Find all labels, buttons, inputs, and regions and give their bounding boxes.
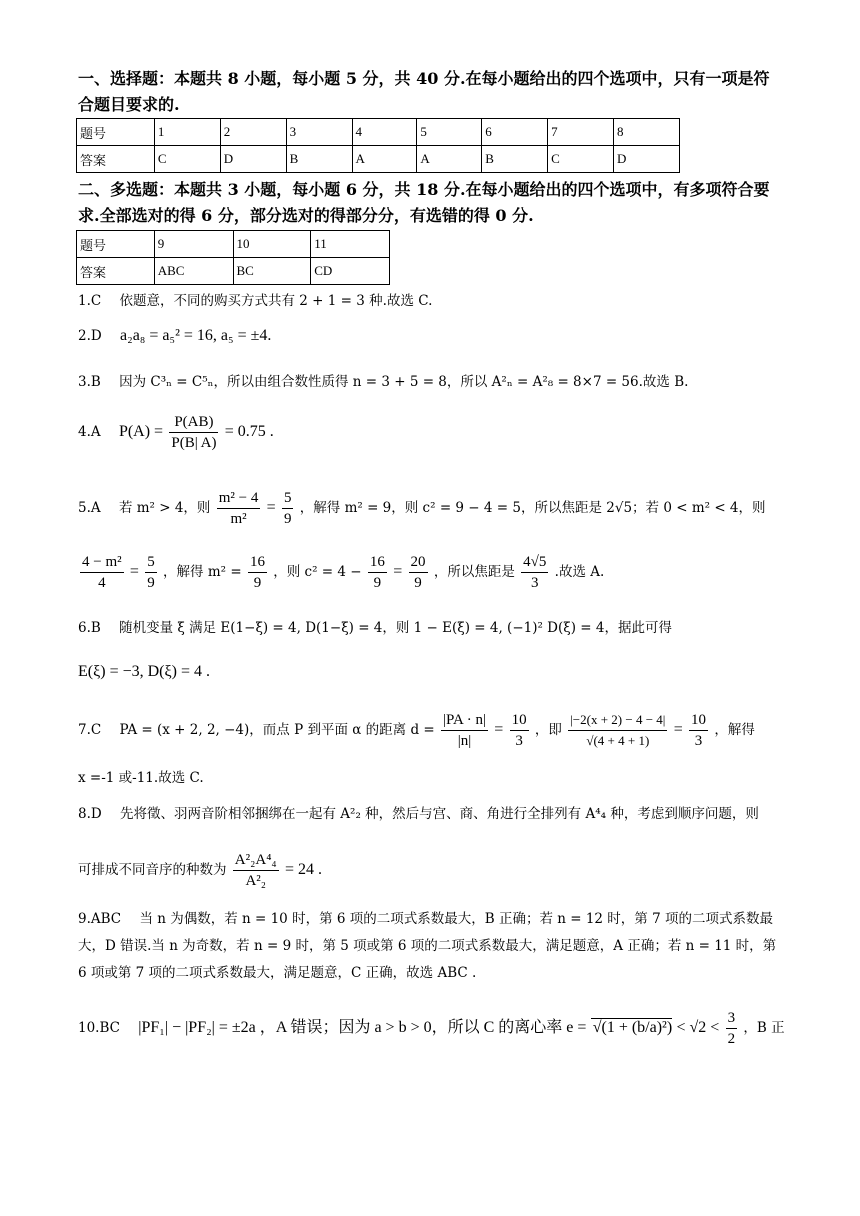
table-row	[77, 258, 390, 285]
fraction-numerator: 20	[409, 552, 428, 573]
fraction	[145, 552, 157, 593]
table-row-label: 题号	[77, 231, 155, 258]
solution-5-line-1	[78, 488, 788, 529]
fraction-denominator: 2	[727, 1031, 736, 1047]
table-cell: CD	[311, 258, 390, 285]
fraction	[368, 552, 387, 593]
fraction-denominator: P(B| A)	[171, 435, 217, 451]
fraction-numerator: P(AB)	[169, 412, 218, 433]
fraction-denominator: 4	[98, 575, 106, 591]
fraction-denominator: √(4 + 4 + 1)	[586, 733, 650, 748]
solution-7-line-1	[78, 710, 788, 751]
equals-sign: =	[266, 499, 276, 516]
formula-rhs: = 24 .	[284, 861, 322, 878]
solution-text: ，解得 m² =	[163, 564, 242, 580]
sqrt-expression: √(1 + (b/a)²)	[592, 1019, 673, 1036]
fraction-denominator: A²₂	[245, 873, 266, 889]
solution-3	[78, 372, 788, 392]
solution-label: 3.B	[78, 374, 101, 390]
solution-label: 8.D	[78, 806, 102, 822]
table-cell: A	[417, 146, 482, 173]
table-cell: 6	[482, 119, 548, 146]
fraction-denominator: 9	[147, 575, 155, 591]
solution-text: 可排成不同音序的种数为	[78, 862, 227, 878]
fraction	[80, 552, 124, 593]
solution-4	[78, 412, 788, 453]
fraction	[233, 850, 279, 891]
solution-text: x =-1 或-11.故选 C.	[78, 770, 204, 786]
solution-label: 5.A	[78, 500, 101, 516]
table-cell: BC	[233, 258, 311, 285]
solution-text: ，解得 m² = 9，则 c² = 9 − 4 = 5，所以焦距是 2√5；若 0 < m² < 4，则	[299, 500, 766, 516]
table-row-label: 题号	[77, 119, 155, 146]
fraction-numerator: 10	[689, 710, 708, 731]
fraction-numerator: 10	[510, 710, 529, 731]
section1-title: 一、选择题：本题共 8 小题，每小题 5 分，共 40 分.在每小题给出的四个选项中，只有一项是符合题目要求的.	[78, 69, 770, 114]
fraction	[521, 552, 548, 593]
fraction-numerator: 4 − m²	[80, 552, 124, 573]
fraction	[726, 1008, 738, 1049]
formula-rhs: = 0.75 .	[224, 423, 274, 440]
fraction-denominator: m²	[230, 511, 247, 527]
solution-text: 先将徵、羽两音阶相邻捆绑在一起有 A²₂ 种，然后与宫、商、角进行全排列有 A⁴₄ 种，考虑到顺序问题，则	[120, 806, 759, 822]
answer-table-2	[76, 230, 390, 285]
solution-text: 因为 C³ₙ = C⁵ₙ，所以由组合数性质得 n = 3 + 5 = 8，所以 A²ₙ = A²₈ = 8×7 = 56.故选 B.	[119, 374, 689, 390]
solution-8-line-1	[78, 804, 788, 824]
solution-label: 1.C	[78, 293, 102, 309]
solution-7-line-2	[78, 768, 788, 788]
fraction-denominator: 9	[414, 575, 422, 591]
fraction-numerator: A²₂A⁴₄	[233, 850, 279, 871]
solution-label: 9.ABC	[78, 911, 122, 927]
table-cell: 9	[154, 231, 233, 258]
solution-text: ，B 正	[743, 1020, 785, 1036]
solution-formula: E(ξ) = −3, D(ξ) = 4 .	[78, 663, 210, 680]
equals-sign: =	[393, 563, 403, 580]
table-cell: B	[286, 146, 352, 173]
table-cell: 7	[548, 119, 614, 146]
formula-lhs: P(A) =	[118, 423, 164, 440]
table-cell: 4	[352, 119, 417, 146]
table-cell: B	[482, 146, 548, 173]
table-cell: 2	[220, 119, 286, 146]
solution-text: 当 n 为偶数，若 n = 10 时，第 6 项的二项式系数最大，B 正确；若 n = 12 时，第 7 项的二项式系数最大，D 错误.当 n 为奇数，若 n = 9 时，第 5 项或第 6 项的二项式系数最大，满足题意，A 正确；若 n = 11 时，第 6 项或第 7 项的二项式系数最大，满足题意，C 正确，故选 ABC .	[78, 911, 777, 981]
fraction-numerator: 5	[145, 552, 157, 573]
solution-6-line-1	[78, 618, 788, 638]
fraction	[248, 552, 267, 593]
solution-text: |PF₁| − |PF₂| = ±2a ，A 错误；因为 a > b > 0，所以 C 的离心率 e =	[138, 1019, 587, 1036]
solution-label: 4.A	[78, 424, 101, 440]
fraction-numerator: 16	[368, 552, 387, 573]
equals-sign: =	[494, 721, 504, 738]
fraction-denominator: 3	[694, 733, 703, 749]
solution-9	[78, 906, 788, 987]
fraction-numerator: 3	[726, 1008, 738, 1029]
solution-8-line-2	[78, 850, 788, 891]
table-row	[77, 146, 680, 173]
fraction-numerator: |PA · n|	[441, 710, 488, 731]
table-row-label: 答案	[77, 258, 155, 285]
solution-text: 若 m² > 4，则	[118, 500, 211, 516]
solution-label: 6.B	[78, 620, 101, 636]
table-cell: D	[614, 146, 680, 173]
fraction-denominator: 9	[253, 575, 262, 591]
solution-5-line-2	[78, 552, 788, 593]
fraction	[282, 488, 294, 529]
fraction-numerator: |−2(x + 2) − 4 − 4|	[568, 710, 667, 731]
fraction-denominator: 9	[373, 575, 382, 591]
table-row-label: 答案	[77, 146, 155, 173]
table-cell: C	[154, 146, 220, 173]
answer-table-1	[76, 118, 680, 173]
solution-text: 依题意，不同的购买方式共有 2 + 1 = 3 种.故选 C.	[119, 293, 433, 309]
fraction	[441, 710, 488, 751]
solution-text: PA = (x + 2, 2, −4)，而点 P 到平面 α 的距离 d =	[119, 722, 435, 738]
fraction-numerator: 5	[282, 488, 294, 509]
solution-1	[78, 291, 788, 311]
solution-text: ，所以焦距是	[433, 564, 515, 580]
fraction	[510, 710, 529, 751]
fraction	[169, 412, 218, 453]
table-cell: D	[220, 146, 286, 173]
table-cell: A	[352, 146, 417, 173]
solution-label: 10.BC	[78, 1020, 120, 1036]
solution-label: 7.C	[78, 722, 102, 738]
table-cell: 8	[614, 119, 680, 146]
fraction-denominator: |n|	[457, 733, 472, 749]
section2-title: 二、多选题：本题共 3 小题，每小题 6 分，共 18 分.在每小题给出的四个选项中，有多项符合要求.全部选对的得 6 分，部分选对的得部分分，有选错的得 0 分.	[78, 180, 770, 225]
solution-text: .故选 A.	[554, 564, 605, 580]
fraction-numerator: 4√5	[521, 552, 548, 573]
table-row	[77, 119, 680, 146]
equals-sign: =	[129, 563, 139, 580]
table-cell: 1	[154, 119, 220, 146]
solution-10	[78, 1008, 788, 1049]
equals-sign: =	[673, 721, 683, 738]
solution-text: ，即	[534, 722, 562, 738]
table-cell: 10	[233, 231, 311, 258]
solution-text: ，则 c² = 4 −	[273, 564, 362, 580]
solution-label: 2.D	[78, 328, 102, 344]
solution-6-line-2	[78, 662, 788, 682]
fraction	[409, 552, 428, 593]
fraction-numerator: 16	[248, 552, 267, 573]
fraction-denominator: 3	[515, 733, 523, 749]
solution-text: 随机变量 ξ 满足 E(1−ξ) = 4, D(1−ξ) = 4，则 1 − E(ξ) = 4, (−1)² D(ξ) = 4，据此可得	[119, 620, 672, 636]
solution-2	[78, 326, 788, 346]
table-cell: ABC	[154, 258, 233, 285]
fraction-denominator: 3	[530, 575, 539, 591]
table-cell: C	[548, 146, 614, 173]
fraction-numerator: m² − 4	[217, 488, 261, 509]
solution-formula: a₂a₈ = a₅² = 16, a₅ = ±4.	[120, 327, 272, 344]
table-cell: 11	[311, 231, 390, 258]
solution-text: < √2 <	[676, 1019, 720, 1036]
fraction-denominator: 9	[283, 511, 292, 527]
fraction	[689, 710, 708, 751]
fraction	[217, 488, 261, 529]
table-cell: 5	[417, 119, 482, 146]
table-cell: 3	[286, 119, 352, 146]
table-row	[77, 231, 390, 258]
fraction	[568, 710, 667, 751]
solution-text: ，解得	[714, 722, 755, 738]
